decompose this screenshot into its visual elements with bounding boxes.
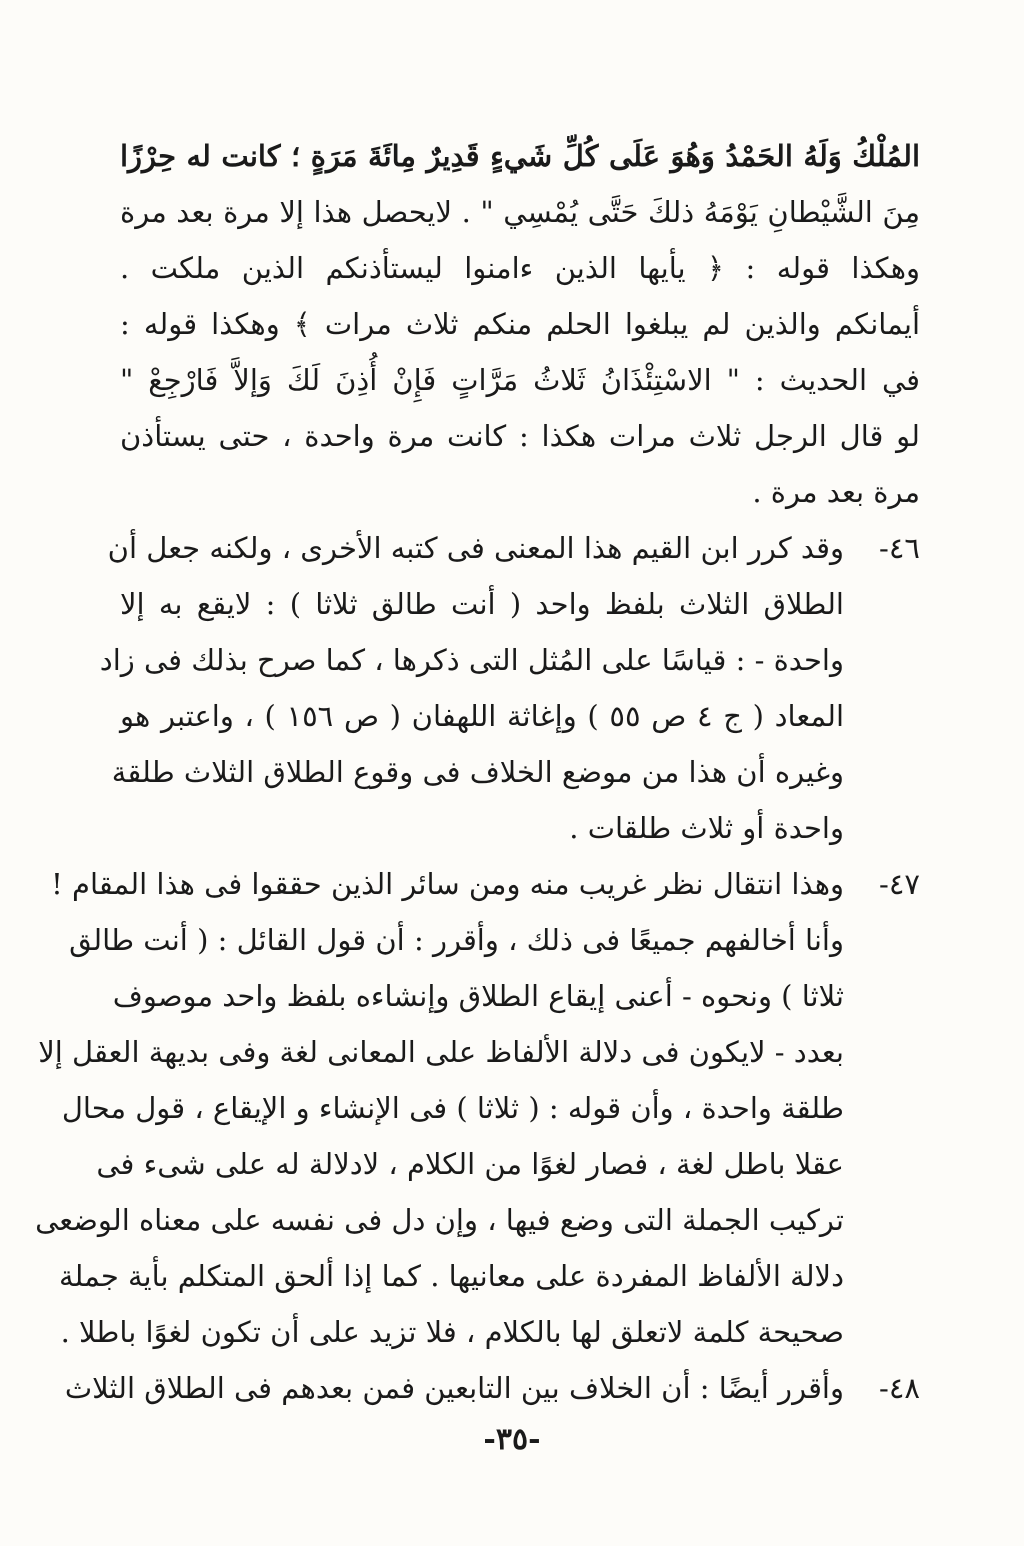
text-line: وأقرر أيضًا : أن الخلاف بين التابعين فمن بعدهم فى الطلاق الثلاث	[64, 1371, 844, 1405]
paragraph-46-first-line	[107, 520, 920, 576]
text-line: وقد كرر ابن القيم هذا المعنى فى كتبه الأخرى ، ولكنه جعل أن	[107, 531, 844, 565]
text-line: وهكذا قوله : ﴿ يأيها الذين ءامنوا ليستأذنكم الذين ملكت .	[120, 251, 920, 285]
text-line: طلقة واحدة ، وأن قوله : ( ثلاثا ) فى الإنشاء و الإيقاع ، قول محال	[61, 1091, 844, 1125]
text-line: المُلْكُ وَلَهُ الحَمْدُ وَهُوَ عَلَى كُلِّ شَيءٍ قَدِيرٌ مِائَةَ مَرَةٍ ؛ كانت له حِرْزًا	[120, 139, 920, 173]
paragraph-47-first-line	[51, 856, 920, 912]
text-line: لو قال الرجل ثلاث مرات هكذا : كانت مرة واحدة ، حتى يستأذن	[120, 419, 920, 453]
text-line: صحيحة كلمة لاتعلق لها بالكلام ، فلا تزيد على أن تكون لغوًا باطلا .	[60, 1315, 844, 1349]
text-line: وهذا انتقال نظر غريب منه ومن سائر الذين حققوا فى هذا المقام !	[51, 867, 844, 901]
text-line: عقلا باطل لغة ، فصار لغوًا من الكلام ، لادلالة له على شىء فى	[96, 1147, 844, 1181]
text-line: تركيب الجملة التى وضع فيها ، وإن دل فى نفسه على معناه الوضعى	[35, 1203, 844, 1237]
text-line: بعدد - لايكون فى دلالة الألفاظ على المعانى لغة وفى بديهة العقل إلا	[38, 1035, 844, 1069]
text-line: وغيره أن هذا من موضع الخلاف فى وقوع الطلاق الثلاث طلقة	[111, 755, 844, 789]
paragraph-number: ٤٦-	[879, 531, 920, 565]
text-line: مرة بعد مرة .	[752, 475, 920, 509]
text-line: أيمانكم والذين لم يبلغوا الحلم منكم ثلاث مرات ﴾ وهكذا قوله :	[120, 307, 920, 341]
text-line: ثلاثا ) ونحوه - أعنى إيقاع الطلاق وإنشاءه بلفظ واحد موصوف	[112, 979, 844, 1013]
body-text	[35, 128, 920, 1416]
text-line: واحدة أو ثلاث طلقات .	[569, 811, 844, 845]
page-number: -٣٥-	[483, 1422, 541, 1457]
paragraph-number: ٤٧-	[879, 867, 920, 901]
text-line: المعاد ( ج ٤ ص ٥٥ ) وإغاثة اللهفان ( ص ١٥٦ ) ، واعتبر هو	[120, 699, 844, 733]
paragraph-number: ٤٨-	[879, 1371, 920, 1405]
text-line: دلالة الألفاظ المفردة على معانيها . كما إذا ألحق المتكلم بأية جملة	[58, 1259, 844, 1293]
text-line: وأنا أخالفهم جميعًا فى ذلك ، وأقرر : أن قول القائل : ( أنت طالق	[69, 923, 844, 957]
text-line: في الحديث : " الاسْتِئْذَانُ ثَلاثُ مَرَّاتٍ فَإِنْ أُذِنَ لَكَ وَإلاَّ فَارْجِعْ "	[120, 363, 920, 397]
text-line: الطلاق الثلاث بلفظ واحد ( أنت طالق ثلاثا ) : لايقع به إلا	[120, 587, 844, 621]
paragraph-48-first-line	[64, 1360, 920, 1416]
text-line: واحدة - : قياسًا على المُثل التى ذكرها ، كما صرح بذلك فى زاد	[99, 643, 844, 677]
text-line: مِنَ الشَّيْطانِ يَوْمَهُ ذلكَ حَتَّى يُمْسِي " . لايحصل هذا إلا مرة بعد مرة	[120, 195, 920, 229]
